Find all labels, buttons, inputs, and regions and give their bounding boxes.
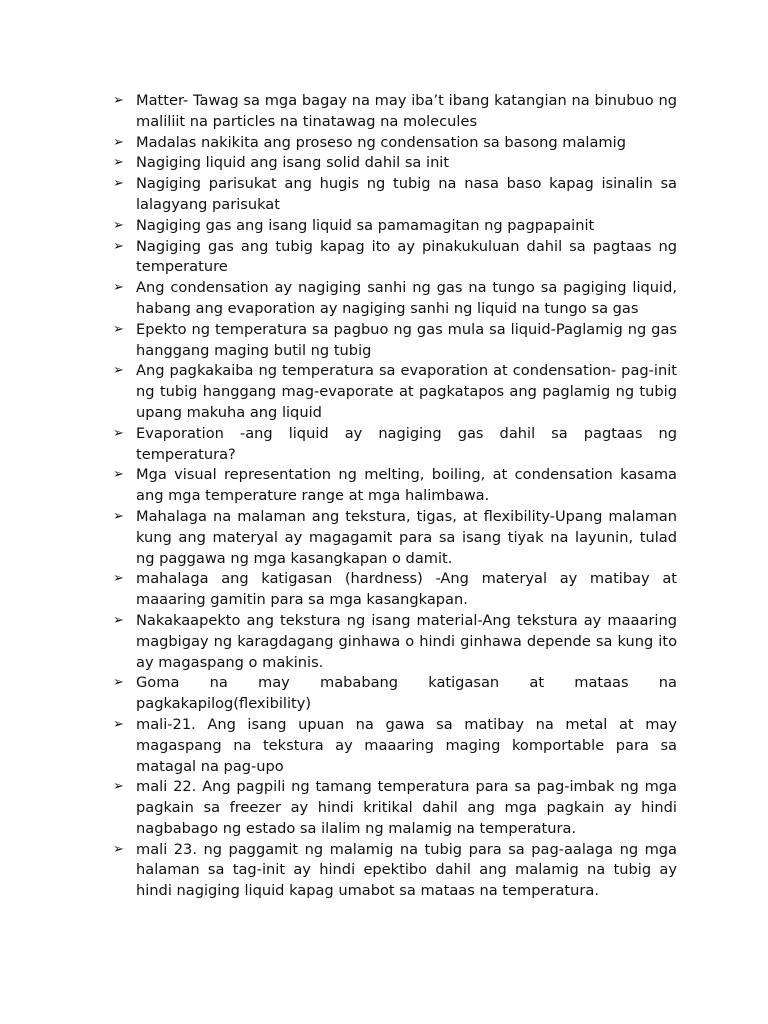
arrowhead-bullet-icon: ➢: [113, 238, 124, 254]
list-item: [110, 278, 677, 320]
list-item: [110, 465, 677, 507]
list-item-text: mali 22. Ang pagpili ng tamang temperatura para sa pag-imbak ng mga pagkain sa freezer ay hindi kritikal dahil ang mga pagkain ay hindi nagbabago ng estado sa ilalim ng malamig na temperatura.: [136, 778, 677, 837]
list-item-text: Nagiging liquid ang isang solid dahil sa init: [136, 154, 450, 172]
bullet-list: [110, 91, 677, 902]
list-item-text: Madalas nakikita ang proseso ng condensation sa basong malamig: [136, 133, 626, 151]
list-item-text: mahalaga ang katigasan (hardness) -Ang materyal ay matibay at maaaring gamitin para sa mga kasangkapan.: [136, 570, 677, 609]
list-item-text: Ang pagkakaiba ng temperatura sa evaporation at condensation- pag-init ng tubig hanggang mag-evaporate at pagkatapos ang paglamig ng tubig upang makuha ang liquid: [136, 362, 677, 421]
list-item-text: Epekto ng temperatura sa pagbuo ng gas mula sa liquid-Paglamig ng gas hanggang maging butil ng tubig: [136, 320, 677, 359]
list-item-text: mali 23. ng paggamit ng malamig na tubig para sa pag-aalaga ng mga halaman sa tag-init ay hindi epektibo dahil ang malamig na tubig ay hindi nagiging liquid kapag umabot sa mataas na temperatura.: [136, 840, 677, 900]
arrowhead-bullet-icon: ➢: [113, 571, 124, 587]
list-item: [110, 569, 677, 611]
list-item: [110, 673, 677, 715]
list-item: [110, 91, 677, 133]
list-item-text: Nagiging gas ang tubig kapag ito ay pinakukuluan dahil sa pagtaas ng temperature: [136, 237, 677, 276]
arrowhead-bullet-icon: ➢: [113, 841, 124, 857]
list-item: [110, 133, 677, 154]
list-item: [110, 507, 677, 569]
list-item: [110, 237, 677, 279]
list-item-text: Ang condensation ay nagiging sanhi ng gas na tungo sa pagiging liquid, habang ang evaporation ay nagiging sanhi ng liquid na tungo sa gas: [136, 279, 677, 317]
list-item: [110, 715, 677, 777]
arrowhead-bullet-icon: ➢: [113, 467, 124, 483]
arrowhead-bullet-icon: ➢: [113, 363, 124, 379]
list-item: [110, 174, 677, 216]
list-item-text: Mahalaga na malaman ang tekstura, tigas, at flexibility-Upang malaman kung ang materyal ay magagamit para sa isang tiyak na layunin, tulad ng paggawa ng mga kasangkapan o damit.: [136, 507, 677, 567]
arrowhead-bullet-icon: ➢: [113, 675, 124, 691]
arrowhead-bullet-icon: ➢: [113, 155, 124, 171]
arrowhead-bullet-icon: ➢: [113, 612, 124, 628]
list-item: [110, 777, 677, 839]
list-item-text: mali-21. Ang isang upuan na gawa sa matibay na metal at may magaspang na tekstura ay maaaring maging komportable para sa matagal na pag-upo: [136, 715, 677, 775]
arrowhead-bullet-icon: ➢: [113, 425, 124, 441]
list-item: [110, 424, 677, 466]
arrowhead-bullet-icon: ➢: [113, 217, 124, 233]
arrowhead-bullet-icon: ➢: [113, 716, 124, 732]
arrowhead-bullet-icon: ➢: [113, 280, 124, 296]
list-item-text: Goma na may mababang katigasan at mataas na pagkakapilog(flexibility): [136, 674, 677, 713]
list-item-text: Nakakaapekto ang tekstura ng isang material-Ang tekstura ay maaaring magbigay ng karagdagang ginhawa o hindi ginhawa depende sa kung ito ay magaspang o makinis.: [136, 611, 677, 671]
list-item-text: Matter- Tawag sa mga bagay na may iba’t ibang katangian na binubuo ng maliliit na particles na tinatawag na molecules: [136, 92, 677, 130]
list-item: [110, 153, 677, 174]
arrowhead-bullet-icon: ➢: [113, 176, 124, 192]
arrowhead-bullet-icon: ➢: [113, 93, 124, 108]
list-item: [110, 320, 677, 362]
arrowhead-bullet-icon: ➢: [113, 779, 124, 795]
list-item-text: Nagiging gas ang isang liquid sa pamamagitan ng pagpapainit: [136, 216, 595, 234]
list-item: [110, 840, 677, 902]
arrowhead-bullet-icon: ➢: [113, 134, 124, 150]
list-item-text: Evaporation -ang liquid ay nagiging gas dahil sa pagtaas ng temperatura?: [136, 424, 677, 463]
list-item: [110, 611, 677, 673]
list-item: [110, 216, 677, 237]
arrowhead-bullet-icon: ➢: [113, 321, 124, 337]
list-item-text: Nagiging parisukat ang hugis ng tubig na nasa baso kapag isinalin sa lalagyang parisukat: [136, 175, 677, 213]
list-item: [110, 361, 677, 423]
arrowhead-bullet-icon: ➢: [113, 508, 124, 524]
list-item-text: Mga visual representation ng melting, boiling, at condensation kasama ang mga temperature range at mga halimbawa.: [136, 466, 677, 505]
